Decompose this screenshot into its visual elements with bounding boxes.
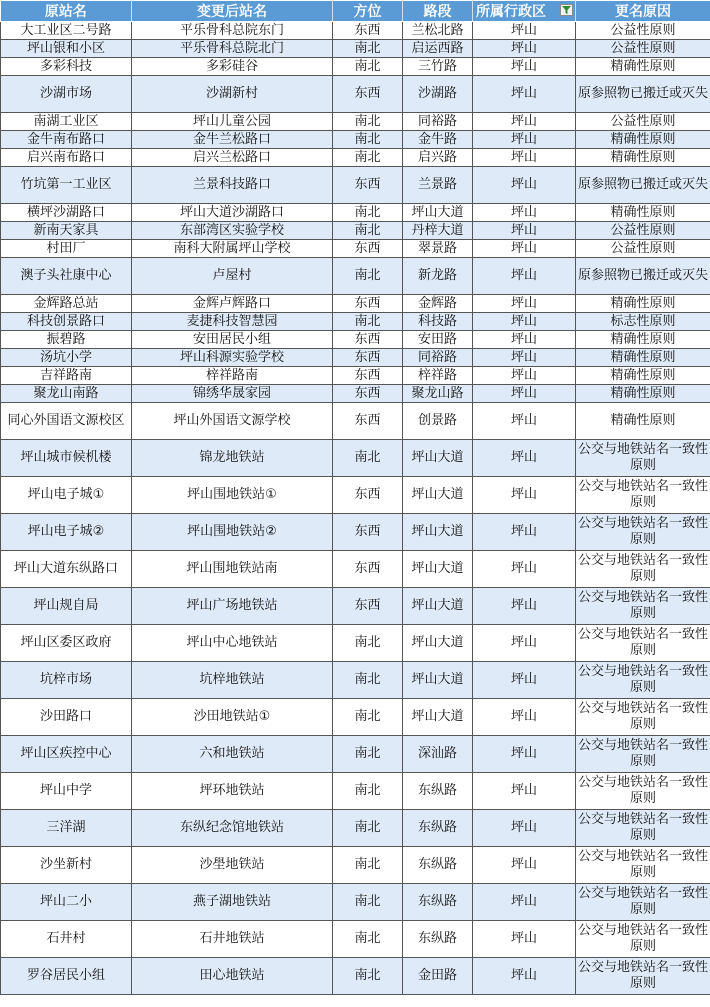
cell-rename-reason[interactable]: 原参照物已搬迁或灭失 [576, 76, 710, 113]
cell-road-section[interactable]: 东纵路 [403, 884, 473, 921]
cell-district[interactable]: 坪山 [473, 149, 576, 167]
cell-direction[interactable]: 南北 [333, 204, 403, 222]
cell-new-name[interactable]: 锦绣华晟家园 [132, 385, 333, 403]
cell-new-name[interactable]: 坪山科源实验学校 [132, 349, 333, 367]
cell-rename-reason[interactable]: 公交与地铁站名一致性原则 [576, 736, 710, 773]
cell-direction[interactable]: 南北 [333, 258, 403, 295]
table-row [1, 847, 710, 884]
cell-district[interactable]: 坪山 [473, 76, 576, 113]
cell-district[interactable]: 坪山 [473, 588, 576, 625]
cell-rename-reason[interactable]: 精确性原则 [576, 295, 710, 313]
cell-road-section[interactable]: 聚龙山路 [403, 385, 473, 403]
cell-original-name[interactable]: 同心外国语文源校区 [1, 403, 132, 440]
cell-original-name[interactable]: 汤坑小学 [1, 349, 132, 367]
table-row [1, 349, 710, 367]
cell-district[interactable]: 坪山 [473, 440, 576, 477]
table-row [1, 40, 710, 58]
cell-new-name[interactable]: 坪山广场地铁站 [132, 588, 333, 625]
table-row [1, 514, 710, 551]
cell-district[interactable]: 坪山 [473, 699, 576, 736]
header-new-name[interactable]: 变更后站名 [132, 1, 333, 22]
cell-new-name[interactable]: 沙湖新村 [132, 76, 333, 113]
cell-direction[interactable]: 南北 [333, 440, 403, 477]
table-row [1, 149, 710, 167]
cell-road-section[interactable]: 启兴路 [403, 149, 473, 167]
cell-road-section[interactable]: 坪山大道 [403, 551, 473, 588]
cell-rename-reason[interactable]: 公交与地铁站名一致性原则 [576, 551, 710, 588]
cell-original-name[interactable]: 科技创景路口 [1, 313, 132, 331]
table-row [1, 440, 710, 477]
cell-road-section[interactable]: 翠景路 [403, 240, 473, 258]
cell-district[interactable]: 坪山 [473, 204, 576, 222]
cell-rename-reason[interactable]: 公交与地铁站名一致性原则 [576, 588, 710, 625]
cell-new-name[interactable]: 坪山中心地铁站 [132, 625, 333, 662]
cell-original-name[interactable]: 三洋湖 [1, 810, 132, 847]
cell-new-name[interactable]: 金辉卢辉路口 [132, 295, 333, 313]
cell-rename-reason[interactable]: 公益性原则 [576, 40, 710, 58]
cell-district[interactable]: 坪山 [473, 514, 576, 551]
cell-rename-reason[interactable]: 标志性原则 [576, 313, 710, 331]
cell-rename-reason[interactable]: 公交与地铁站名一致性原则 [576, 514, 710, 551]
cell-district[interactable]: 坪山 [473, 258, 576, 295]
cell-district[interactable]: 坪山 [473, 295, 576, 313]
cell-direction[interactable]: 东西 [333, 551, 403, 588]
cell-new-name[interactable]: 坪山大道沙湖路口 [132, 204, 333, 222]
cell-direction[interactable]: 东西 [333, 349, 403, 367]
cell-direction[interactable]: 南北 [333, 113, 403, 131]
cell-rename-reason[interactable]: 公交与地铁站名一致性原则 [576, 921, 710, 958]
table-row [1, 113, 710, 131]
cell-direction[interactable]: 东西 [333, 477, 403, 514]
cell-district[interactable]: 坪山 [473, 884, 576, 921]
cell-district[interactable]: 坪山 [473, 662, 576, 699]
cell-direction[interactable]: 南北 [333, 847, 403, 884]
cell-road-section[interactable]: 兰景路 [403, 167, 473, 204]
cell-district[interactable]: 坪山 [473, 131, 576, 149]
cell-new-name[interactable]: 金牛兰松路口 [132, 131, 333, 149]
table-row [1, 699, 710, 736]
cell-rename-reason[interactable]: 公交与地铁站名一致性原则 [576, 625, 710, 662]
cell-original-name[interactable]: 启兴南布路口 [1, 149, 132, 167]
cell-new-name[interactable]: 梓祥路南 [132, 367, 333, 385]
cell-direction[interactable]: 南北 [333, 149, 403, 167]
cell-direction[interactable]: 南北 [333, 736, 403, 773]
cell-direction[interactable]: 南北 [333, 625, 403, 662]
cell-new-name[interactable]: 平乐骨科总院东门 [132, 22, 333, 40]
cell-district[interactable]: 坪山 [473, 349, 576, 367]
cell-new-name[interactable]: 六和地铁站 [132, 736, 333, 773]
table-row [1, 295, 710, 313]
cell-road-section[interactable]: 兰松北路 [403, 22, 473, 40]
cell-direction[interactable]: 南北 [333, 921, 403, 958]
table-row [1, 385, 710, 403]
table-row [1, 958, 710, 995]
cell-direction[interactable]: 东西 [333, 588, 403, 625]
cell-road-section[interactable]: 坪山大道 [403, 588, 473, 625]
cell-road-section[interactable]: 沙湖路 [403, 76, 473, 113]
cell-original-name[interactable]: 坑梓市场 [1, 662, 132, 699]
cell-rename-reason[interactable]: 精确性原则 [576, 149, 710, 167]
cell-district[interactable]: 坪山 [473, 240, 576, 258]
cell-new-name[interactable]: 兰景科技路口 [132, 167, 333, 204]
cell-original-name[interactable]: 罗谷居民小组 [1, 958, 132, 995]
cell-rename-reason[interactable]: 公交与地铁站名一致性原则 [576, 773, 710, 810]
cell-direction[interactable]: 东西 [333, 403, 403, 440]
cell-road-section[interactable]: 坪山大道 [403, 625, 473, 662]
cell-rename-reason[interactable]: 精确性原则 [576, 131, 710, 149]
header-road-section[interactable]: 路段 [403, 1, 473, 22]
cell-rename-reason[interactable]: 精确性原则 [576, 331, 710, 349]
table-row [1, 884, 710, 921]
table-body [1, 22, 710, 995]
cell-direction[interactable]: 东西 [333, 167, 403, 204]
cell-original-name[interactable]: 新南天家具 [1, 222, 132, 240]
cell-new-name[interactable]: 东纵纪念馆地铁站 [132, 810, 333, 847]
filter-icon[interactable] [560, 4, 573, 16]
cell-new-name[interactable]: 启兴兰松路口 [132, 149, 333, 167]
cell-direction[interactable]: 南北 [333, 40, 403, 58]
cell-original-name[interactable]: 沙湖市场 [1, 76, 132, 113]
cell-district[interactable]: 坪山 [473, 331, 576, 349]
cell-rename-reason[interactable]: 精确性原则 [576, 204, 710, 222]
cell-original-name[interactable]: 坪山区疾控中心 [1, 736, 132, 773]
cell-original-name[interactable]: 大工业区二号路 [1, 22, 132, 40]
cell-original-name[interactable]: 横坪沙湖路口 [1, 204, 132, 222]
table-row [1, 477, 710, 514]
cell-original-name[interactable]: 多彩科技 [1, 58, 132, 76]
cell-district[interactable]: 坪山 [473, 847, 576, 884]
table-row [1, 736, 710, 773]
cell-rename-reason[interactable]: 公交与地铁站名一致性原则 [576, 662, 710, 699]
cell-original-name[interactable]: 金辉路总站 [1, 295, 132, 313]
cell-new-name[interactable]: 沙田地铁站① [132, 699, 333, 736]
cell-rename-reason[interactable]: 公交与地铁站名一致性原则 [576, 810, 710, 847]
cell-new-name[interactable]: 燕子湖地铁站 [132, 884, 333, 921]
cell-road-section[interactable]: 三竹路 [403, 58, 473, 76]
table-row [1, 58, 710, 76]
cell-district[interactable]: 坪山 [473, 477, 576, 514]
cell-original-name[interactable]: 坪山电子城② [1, 514, 132, 551]
cell-district[interactable]: 坪山 [473, 58, 576, 76]
header-row [1, 1, 710, 22]
cell-direction[interactable]: 南北 [333, 131, 403, 149]
cell-road-section[interactable]: 坪山大道 [403, 477, 473, 514]
cell-original-name[interactable]: 竹坑第一工业区 [1, 167, 132, 204]
cell-new-name[interactable]: 田心地铁站 [132, 958, 333, 995]
cell-new-name[interactable]: 安田居民小组 [132, 331, 333, 349]
cell-new-name[interactable]: 坪山儿童公园 [132, 113, 333, 131]
cell-direction[interactable]: 东西 [333, 76, 403, 113]
cell-direction[interactable]: 南北 [333, 810, 403, 847]
header-district-label: 所属行政区 [476, 4, 546, 20]
cell-rename-reason[interactable]: 公交与地铁站名一致性原则 [576, 440, 710, 477]
cell-rename-reason[interactable]: 精确性原则 [576, 385, 710, 403]
cell-district[interactable]: 坪山 [473, 551, 576, 588]
cell-direction[interactable]: 南北 [333, 58, 403, 76]
cell-road-section[interactable]: 丹梓大道 [403, 222, 473, 240]
table-row [1, 625, 710, 662]
cell-new-name[interactable]: 南科大附属坪山学校 [132, 240, 333, 258]
cell-direction[interactable]: 南北 [333, 773, 403, 810]
cell-rename-reason[interactable]: 精确性原则 [576, 367, 710, 385]
cell-new-name[interactable]: 沙壆地铁站 [132, 847, 333, 884]
cell-new-name[interactable]: 麦捷科技智慧园 [132, 313, 333, 331]
cell-road-section[interactable]: 安田路 [403, 331, 473, 349]
cell-road-section[interactable]: 同裕路 [403, 349, 473, 367]
cell-rename-reason[interactable]: 精确性原则 [576, 58, 710, 76]
cell-road-section[interactable]: 深汕路 [403, 736, 473, 773]
cell-new-name[interactable]: 石井地铁站 [132, 921, 333, 958]
cell-original-name[interactable]: 坪山中学 [1, 773, 132, 810]
cell-new-name[interactable]: 坪山外国语文源学校 [132, 403, 333, 440]
cell-rename-reason[interactable]: 公益性原则 [576, 222, 710, 240]
table-row [1, 131, 710, 149]
cell-road-section[interactable]: 东纵路 [403, 921, 473, 958]
cell-original-name[interactable]: 振碧路 [1, 331, 132, 349]
cell-district[interactable]: 坪山 [473, 958, 576, 995]
cell-road-section[interactable]: 金田路 [403, 958, 473, 995]
cell-original-name[interactable]: 坪山区委区政府 [1, 625, 132, 662]
cell-district[interactable]: 坪山 [473, 313, 576, 331]
cell-original-name[interactable]: 坪山大道东纵路口 [1, 551, 132, 588]
table-row [1, 167, 710, 204]
cell-rename-reason[interactable]: 公交与地铁站名一致性原则 [576, 847, 710, 884]
cell-road-section[interactable]: 创景路 [403, 403, 473, 440]
cell-original-name[interactable]: 沙坐新村 [1, 847, 132, 884]
cell-rename-reason[interactable]: 原参照物已搬迁或灭失 [576, 258, 710, 295]
cell-direction[interactable]: 南北 [333, 699, 403, 736]
cell-road-section[interactable]: 东纵路 [403, 773, 473, 810]
cell-original-name[interactable]: 坪山电子城① [1, 477, 132, 514]
cell-rename-reason[interactable]: 公交与地铁站名一致性原则 [576, 699, 710, 736]
cell-rename-reason[interactable]: 原参照物已搬迁或灭失 [576, 167, 710, 204]
cell-road-section[interactable]: 梓祥路 [403, 367, 473, 385]
cell-direction[interactable]: 东西 [333, 367, 403, 385]
cell-direction[interactable]: 东西 [333, 240, 403, 258]
cell-direction[interactable]: 东西 [333, 385, 403, 403]
cell-direction[interactable]: 南北 [333, 313, 403, 331]
cell-direction[interactable]: 南北 [333, 662, 403, 699]
cell-rename-reason[interactable]: 公交与地铁站名一致性原则 [576, 958, 710, 995]
table-row [1, 240, 710, 258]
cell-road-section[interactable]: 同裕路 [403, 113, 473, 131]
cell-original-name[interactable]: 金牛南布路口 [1, 131, 132, 149]
header-district[interactable] [473, 1, 576, 22]
table-row [1, 331, 710, 349]
cell-district[interactable]: 坪山 [473, 736, 576, 773]
cell-rename-reason[interactable]: 公交与地铁站名一致性原则 [576, 477, 710, 514]
table-row [1, 921, 710, 958]
header-original-name[interactable]: 原站名 [1, 1, 132, 22]
cell-direction[interactable]: 南北 [333, 222, 403, 240]
cell-road-section[interactable]: 坪山大道 [403, 440, 473, 477]
cell-road-section[interactable]: 坪山大道 [403, 204, 473, 222]
cell-original-name[interactable]: 沙田路口 [1, 699, 132, 736]
cell-new-name[interactable]: 坪山围地铁站南 [132, 551, 333, 588]
table-row [1, 258, 710, 295]
cell-new-name[interactable]: 卢屋村 [132, 258, 333, 295]
cell-district[interactable]: 坪山 [473, 22, 576, 40]
cell-original-name[interactable]: 坪山城市候机楼 [1, 440, 132, 477]
cell-district[interactable]: 坪山 [473, 810, 576, 847]
cell-road-section[interactable]: 坪山大道 [403, 514, 473, 551]
table-row [1, 810, 710, 847]
cell-new-name[interactable]: 坑梓地铁站 [132, 662, 333, 699]
cell-rename-reason[interactable]: 公益性原则 [576, 22, 710, 40]
cell-original-name[interactable]: 吉祥路南 [1, 367, 132, 385]
cell-new-name[interactable]: 坪山围地铁站① [132, 477, 333, 514]
cell-original-name[interactable]: 南湖工业区 [1, 113, 132, 131]
table-row [1, 588, 710, 625]
table-row [1, 222, 710, 240]
cell-rename-reason[interactable]: 公交与地铁站名一致性原则 [576, 884, 710, 921]
cell-rename-reason[interactable]: 公益性原则 [576, 240, 710, 258]
cell-original-name[interactable]: 澳子头社康中心 [1, 258, 132, 295]
cell-district[interactable]: 坪山 [473, 403, 576, 440]
table-row [1, 551, 710, 588]
cell-direction[interactable]: 东西 [333, 22, 403, 40]
cell-road-section[interactable]: 科技路 [403, 313, 473, 331]
table-row [1, 403, 710, 440]
cell-original-name[interactable]: 坪山二小 [1, 884, 132, 921]
cell-original-name[interactable]: 石井村 [1, 921, 132, 958]
table-row [1, 204, 710, 222]
cell-district[interactable]: 坪山 [473, 385, 576, 403]
cell-new-name[interactable]: 坪环地铁站 [132, 773, 333, 810]
table-row [1, 773, 710, 810]
cell-road-section[interactable]: 坪山大道 [403, 699, 473, 736]
cell-road-section[interactable]: 坪山大道 [403, 662, 473, 699]
cell-road-section[interactable]: 金牛路 [403, 131, 473, 149]
cell-direction[interactable]: 东西 [333, 295, 403, 313]
table-row [1, 76, 710, 113]
cell-original-name[interactable]: 坪山规自局 [1, 588, 132, 625]
cell-district[interactable]: 坪山 [473, 167, 576, 204]
cell-rename-reason[interactable]: 精确性原则 [576, 349, 710, 367]
cell-district[interactable]: 坪山 [473, 113, 576, 131]
cell-original-name[interactable]: 村田厂 [1, 240, 132, 258]
cell-new-name[interactable]: 多彩硅谷 [132, 58, 333, 76]
cell-original-name[interactable]: 聚龙山南路 [1, 385, 132, 403]
cell-district[interactable]: 坪山 [473, 773, 576, 810]
table-row [1, 367, 710, 385]
header-rename-reason[interactable]: 更名原因 [576, 1, 710, 22]
cell-district[interactable]: 坪山 [473, 921, 576, 958]
cell-direction[interactable]: 东西 [333, 514, 403, 551]
cell-direction[interactable]: 南北 [333, 958, 403, 995]
cell-direction[interactable]: 东西 [333, 331, 403, 349]
cell-original-name[interactable]: 坪山银和小区 [1, 40, 132, 58]
table-row [1, 22, 710, 40]
cell-road-section[interactable]: 金辉路 [403, 295, 473, 313]
cell-rename-reason[interactable]: 公益性原则 [576, 113, 710, 131]
table-row [1, 662, 710, 699]
cell-district[interactable]: 坪山 [473, 40, 576, 58]
cell-new-name[interactable]: 锦龙地铁站 [132, 440, 333, 477]
cell-district[interactable]: 坪山 [473, 222, 576, 240]
cell-new-name[interactable]: 坪山围地铁站② [132, 514, 333, 551]
cell-road-section[interactable]: 启运西路 [403, 40, 473, 58]
cell-district[interactable]: 坪山 [473, 367, 576, 385]
cell-district[interactable]: 坪山 [473, 625, 576, 662]
cell-road-section[interactable]: 东纵路 [403, 810, 473, 847]
header-direction[interactable]: 方位 [333, 1, 403, 22]
cell-new-name[interactable]: 东部湾区实验学校 [132, 222, 333, 240]
cell-road-section[interactable]: 新龙路 [403, 258, 473, 295]
cell-road-section[interactable]: 东纵路 [403, 847, 473, 884]
cell-direction[interactable]: 南北 [333, 884, 403, 921]
cell-rename-reason[interactable]: 精确性原则 [576, 403, 710, 440]
cell-new-name[interactable]: 平乐骨科总院北门 [132, 40, 333, 58]
table-row [1, 313, 710, 331]
